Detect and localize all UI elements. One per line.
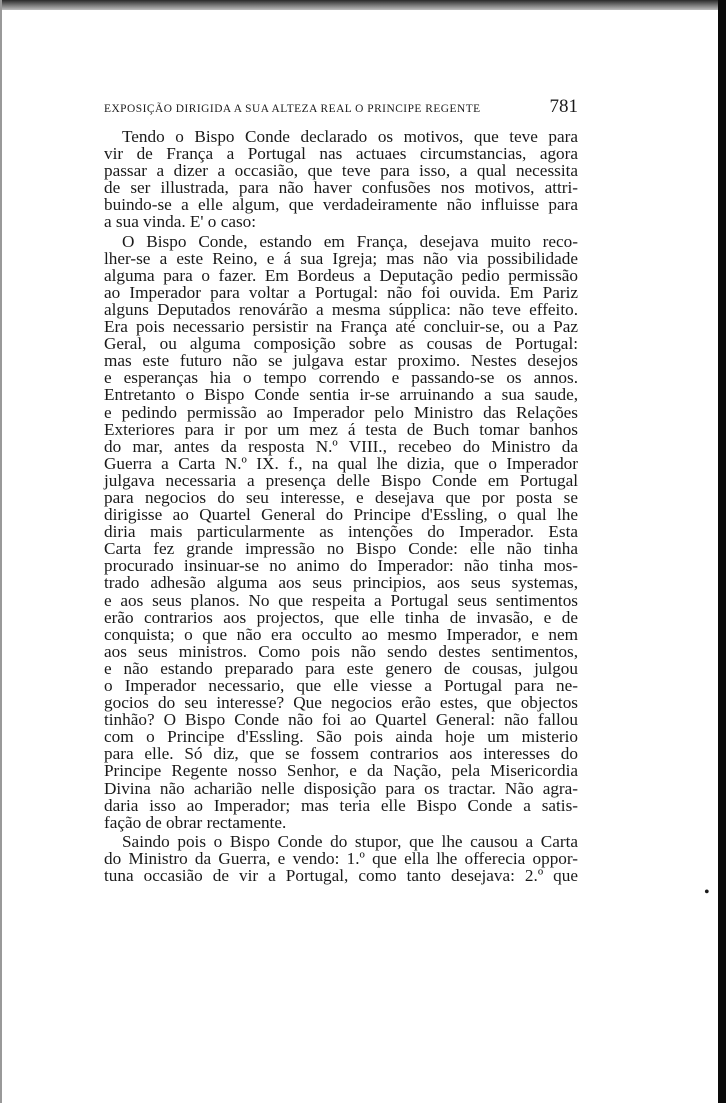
text-line: conquista; o que não era occulto ao mesmo Imperador, e nem (104, 624, 578, 644)
text-line: tuna occasião de vir a Portugal, como tanto desejava: 2.º que (104, 866, 578, 886)
text-line: do Ministro da Guerra, e vendo: 1.º que ella lhe offerecia oppor- (104, 848, 578, 868)
text-line: ao Imperador para voltar a Portugal: não foi ouvida. Em Pariz (104, 282, 578, 302)
text-line: de ser illustrada, para não haver confusões nos motivos, attri- (104, 178, 578, 198)
text-line: para elle. Só diz, que se fossem contrarios aos interesses do (104, 744, 578, 764)
text-line: fação de obrar rectamente. (104, 812, 287, 832)
body-text (104, 128, 578, 884)
text-line: Divina não acharião nelle disposição para os tractar. Não agra- (104, 778, 578, 798)
scan-right-edge (718, 0, 726, 1103)
text-line: dirigisse ao Quartel General do Principe d'Essling, o qual lhe (104, 505, 578, 525)
text-line: Entretanto o Bispo Conde sentia ir-se arruinando a sua saude, (104, 385, 578, 405)
text-line: e aos seus planos. No que respeita a Portugal seus sentimentos (104, 590, 578, 610)
text-line: gocios do seu interesse? Que negocios erão estes, que objectos (104, 693, 578, 713)
text-line: mas este futuro não se julgava estar proximo. Nestes desejos (104, 351, 578, 371)
running-title: EXPOSIÇÃO DIRIGIDA A SUA ALTEZA REAL O PRINCIPE REGENTE (104, 103, 481, 115)
text-line: erão contrarios aos projectos, que elle tinha de invasão, e de (104, 607, 578, 627)
text-line: Geral, ou alguma composição sobre as cousas de Portugal: (104, 334, 578, 354)
text-line: a sua vinda. E' o caso: (104, 212, 257, 232)
text-line: Saindo pois o Bispo Conde do stupor, que lhe causou a Carta (122, 831, 578, 851)
text-line: Guerra a Carta N.º IX. f., na qual lhe dizia, que o Imperador (104, 453, 578, 473)
text-line: diria mais particularmente as intenções do Imperador. Esta (104, 522, 578, 542)
text-line: e esperanças hia o tempo correndo e passando-se os annos. (104, 368, 578, 388)
text-line: e pedindo permissão ao Imperador pelo Ministro das Relações (104, 402, 578, 422)
page-number: 781 (549, 96, 578, 117)
text-line: do mar, antes da resposta N.º VIII., recebeo do Ministro da (104, 436, 578, 456)
text-line: alguma para o fazer. Em Bordeus a Deputação pedio permissão (104, 265, 578, 285)
text-line: daria isso ao Imperador; mas teria elle Bispo Conde a satis- (104, 795, 578, 815)
text-line: Tendo o Bispo Conde declarado os motivos, que teve para (122, 127, 578, 146)
page-header (104, 96, 578, 118)
text-line: julgava necessaria a presença delle Bispo Conde em Portugal (104, 470, 578, 490)
text-line: Era pois necessario persistir na França até concluir-se, ou a Paz (104, 317, 578, 337)
text-line: tinhão? O Bispo Conde não foi ao Quartel General: não fallou (104, 710, 578, 730)
paragraph-2 (104, 233, 578, 831)
text-line: lher-se a este Reino, e á sua Igreja; mas não via possibilidade (104, 248, 578, 268)
text-line: e não estando preparado para este genero de cousas, julgou (104, 658, 578, 678)
text-line: vir de França a Portugal nas actuaes circumstancias, agora (104, 144, 578, 164)
text-line: O Bispo Conde, estando em França, desejava muito reco- (122, 231, 578, 251)
text-line: com o Principe d'Essling. São pois ainda hoje um misterio (104, 727, 578, 747)
text-line: passar a dizer a occasião, que teve para isso, a qual necessita (104, 161, 578, 181)
text-line: trado adhesão alguma aos seus principios, aos seus systemas, (104, 573, 578, 593)
text-line: o Imperador necessario, que elle viesse a Portugal para ne- (104, 676, 578, 695)
text-line: para negocios do seu interesse, e desejava que por posta se (104, 487, 578, 507)
scan-top-edge (0, 0, 726, 10)
margin-ink-mark: • (704, 884, 710, 901)
text-line: procurado insinuar-se no animo do Imperador: não tinha mos- (104, 556, 578, 576)
text-line: alguns Deputados renovárão a mesma súpplica: não teve effeito. (104, 299, 578, 319)
scan-left-edge (0, 0, 2, 1103)
text-line: Exteriores para ir por um mez á testa de Buch tomar banhos (104, 419, 578, 439)
text-line: Carta fez grande impressão no Bispo Conde: elle não tinha (104, 539, 578, 559)
paragraph-1 (104, 128, 578, 231)
paragraph-3 (104, 833, 578, 884)
text-line: Principe Regente nosso Senhor, e da Nação, pela Misericordia (104, 761, 578, 781)
text-line: buindo-se a elle algum, que verdadeiramente não influisse para (104, 195, 578, 215)
text-line: aos seus ministros. Como pois não sendo destes sentimentos, (104, 641, 578, 661)
